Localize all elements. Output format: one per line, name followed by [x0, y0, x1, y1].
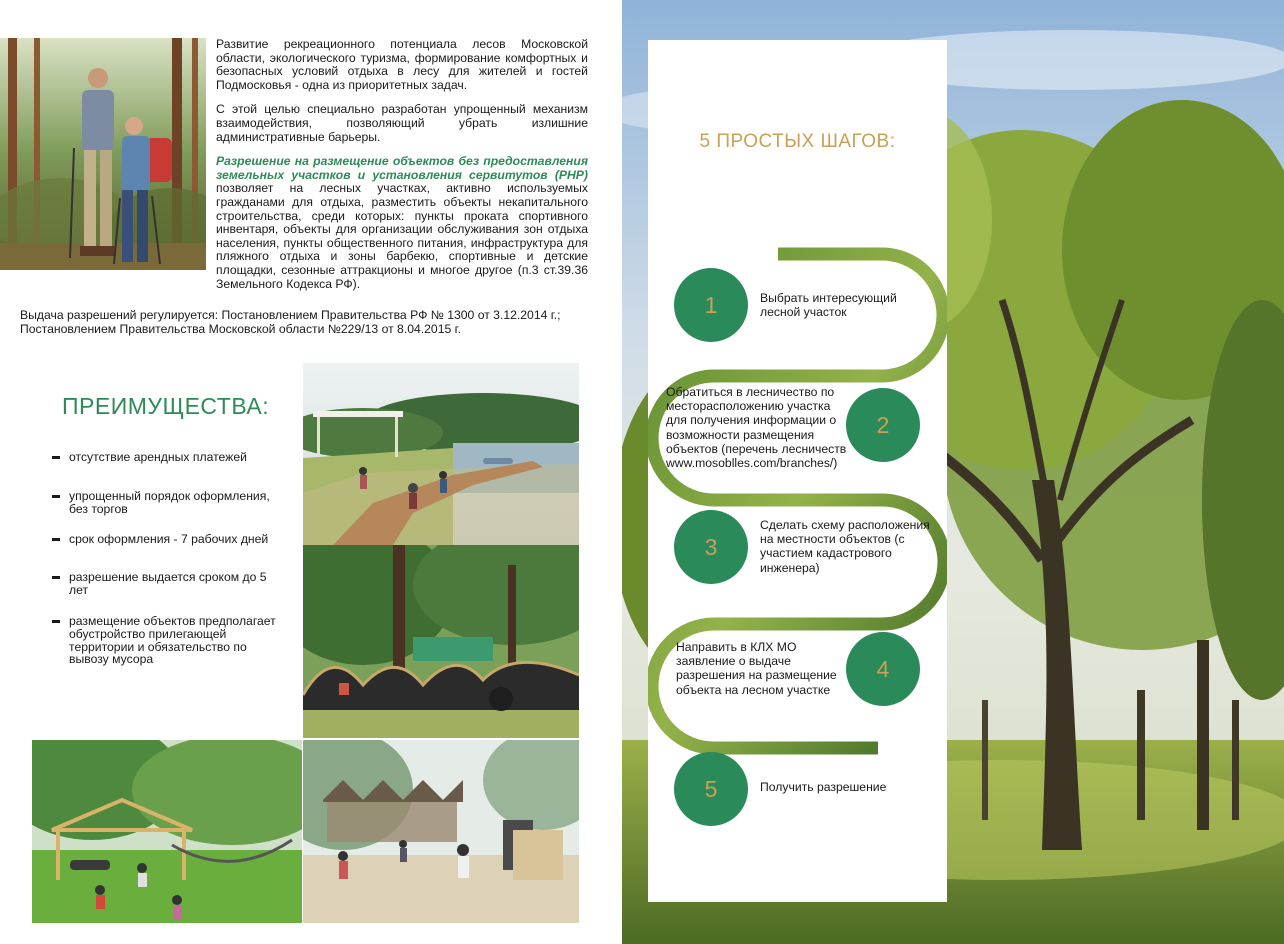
rnr-description: позволяет на лесных участках, активно используемых гражданами для отдыха, разместить объекты некапитального строительства, среди которых: пункты проката спортивного инвентаря, объекты для организации обслуживания зон отдыха населения, пункты общественного питания, инфраструктура для пляжного отдыха и зоны барбекю, спортивные и детские площадки, сезонные аттракционы и многое другое (п.3 ст.39.36 Земельного Кодекса РФ).: [216, 181, 588, 291]
regulation-text: Выдача разрешений регулируется: Постановлением Правительства РФ № 1300 от 3.12.2014 г.; Постановлением Правительства Московской области №229/13 от 8.04.2015 г.: [20, 308, 561, 336]
boardwalk-render-image: [303, 363, 579, 545]
intro-paragraph-2: С этой целью специально разработан упрощенный механизм взаимодействия, позволяющий убрать излишние административные барьеры.: [216, 102, 588, 144]
intro-paragraph-3: [216, 155, 588, 291]
advantage-item: [52, 451, 284, 465]
step-number: 5: [704, 775, 718, 802]
steps-title: 5 ПРОСТЫХ ШАГОВ:: [699, 131, 896, 152]
pavilion-render-image: [303, 740, 579, 923]
step-text: Обратиться в лесничество по месторасположению участка для получения информации о возможности размещения объектов (перечень лесничеств www.mosoblles.com/branches/): [666, 385, 847, 471]
hikers-photo: [0, 38, 206, 270]
step-number: 4: [876, 655, 890, 682]
step-text: Направить в КЛХ МО заявление о выдаче разрешения на размещение объекта на лесном участке: [676, 640, 837, 697]
advantage-item: [52, 490, 284, 518]
advantages-title: ПРЕИМУЩЕСТВА:: [62, 393, 270, 419]
playground-render-image: [32, 740, 302, 923]
step-number: 2: [876, 411, 890, 438]
dash-bullet: [52, 538, 60, 541]
dash-bullet: [52, 576, 60, 579]
advantage-item: [52, 533, 284, 547]
step-text: Выбрать интересующий лесной участок: [760, 291, 897, 320]
advantage-text: отсутствие арендных платежей: [69, 450, 247, 464]
step-number-circle: [846, 632, 920, 706]
advantage-text: разрешение выдается сроком до 5 лет: [69, 570, 267, 597]
advantage-text: срок оформления - 7 рабочих дней: [69, 532, 269, 546]
advantage-text: размещение объектов предполагает обустройство прилегающей территории и обязательство по вывозу мусора: [69, 614, 276, 667]
dash-bullet: [52, 495, 60, 498]
step-number-circle: [846, 388, 920, 462]
dash-bullet: [52, 620, 60, 623]
step-text: Сделать схему расположения на местности объектов (с участием кадастрового инженера): [760, 518, 930, 575]
advantage-item: [52, 571, 284, 599]
step-number: 1: [704, 291, 718, 318]
step-text: Получить разрешение: [760, 780, 887, 794]
step-number: 3: [704, 533, 718, 560]
step-number-circle: [674, 510, 748, 584]
step-number-circle: [674, 268, 748, 342]
pumptrack-render-image: [303, 545, 579, 738]
advantage-item: [52, 615, 284, 671]
intro-paragraph-1: Развитие рекреационного потенциала лесов Московской области, экологического туризма, формирование комфортных и безопасных условий отдыха в лесу для жителей и гостей Подмосковья - одна из приоритетных задач.: [216, 37, 588, 92]
intro-text: [216, 38, 588, 302]
dash-bullet: [52, 456, 60, 459]
rnr-definition: Разрешение на размещение объектов без предоставления земельных участков и установления сервитутов (РНР): [216, 154, 588, 182]
advantage-text: упрощенный порядок оформления, без торгов: [69, 489, 270, 516]
step-number-circle: [674, 752, 748, 826]
